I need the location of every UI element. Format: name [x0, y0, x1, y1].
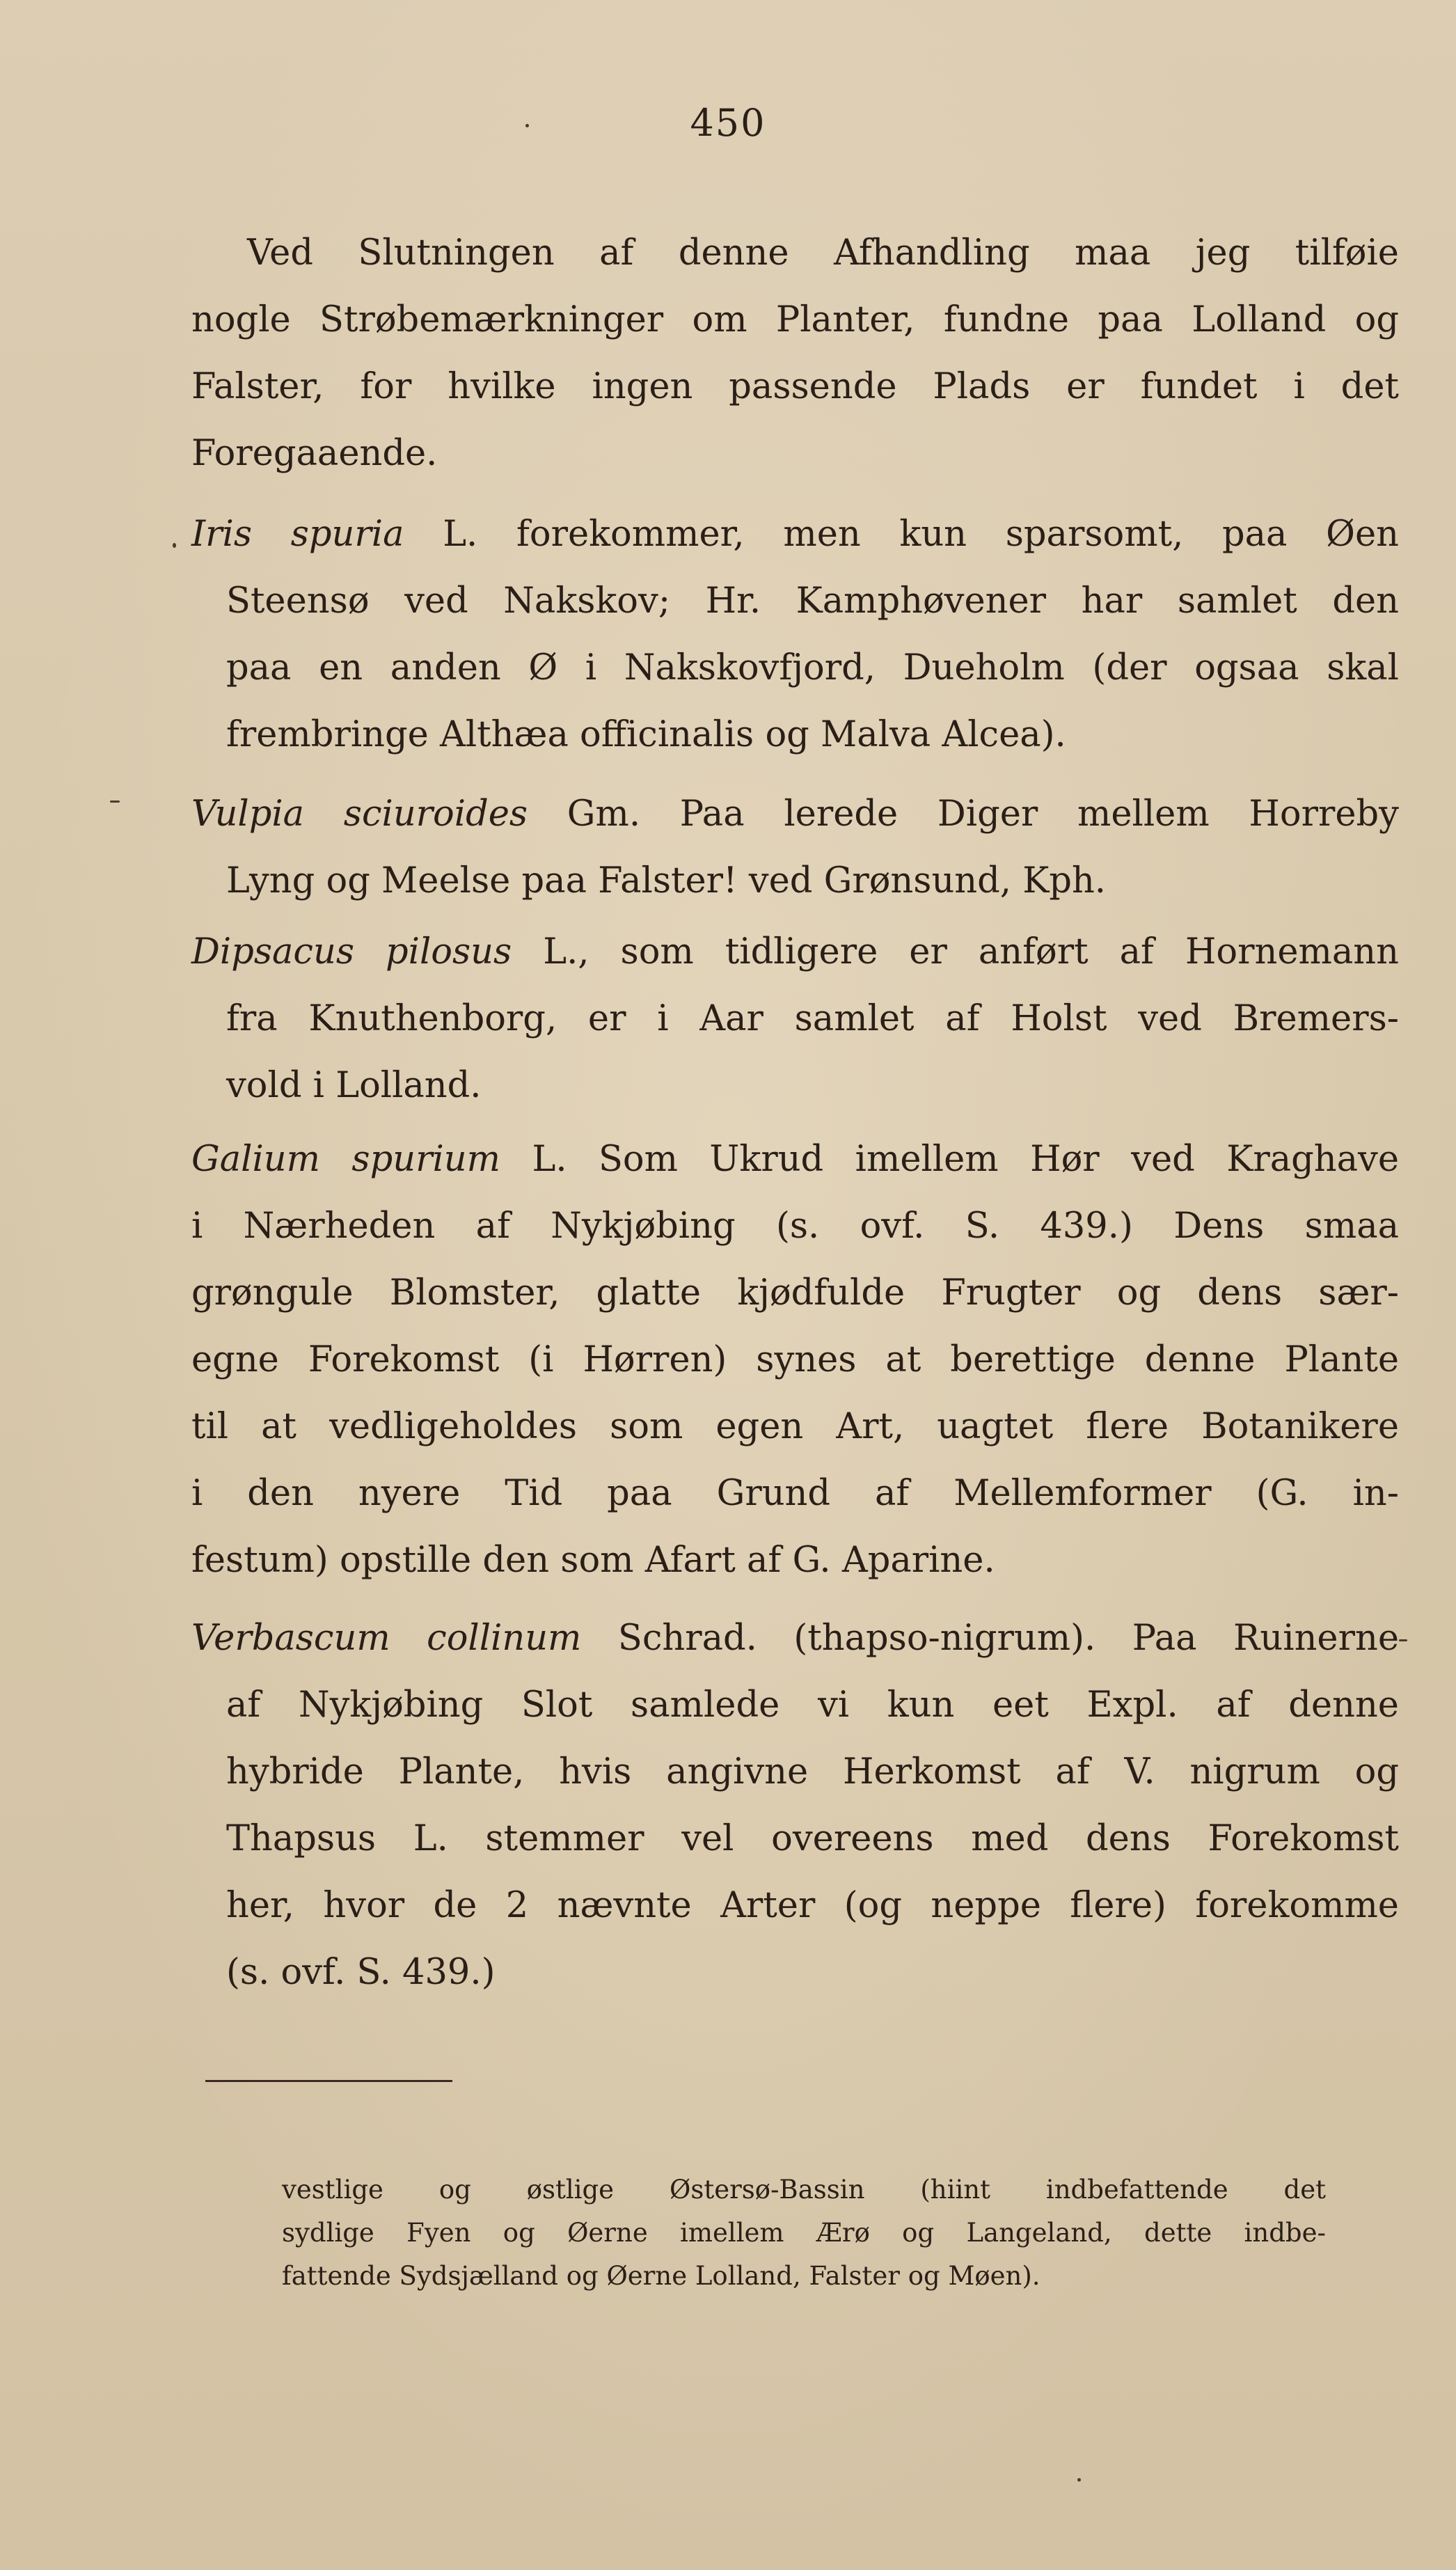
text-line: paa en anden Ø i Nakskovfjord, Dueholm (der ogsaa skal [226, 647, 1399, 688]
text-line: Steensø ved Nakskov; Hr. Kamphøvener har samlet den [226, 581, 1399, 622]
text-line: Foregaaende. [191, 433, 438, 474]
text-line: nogle Strøbemærkninger om Planter, fundne paa Lolland og [191, 299, 1399, 340]
entry-iris-spuria: Iris spuria L. forekommer, men kun sparsomt, paa Øen [191, 514, 1399, 555]
entry-vulpia-sciuroides: Vulpia sciuroides Gm. Paa lerede Diger mellem Horreby [191, 794, 1399, 835]
text-line: i Nærheden af Nykjøbing (s. ovf. S. 439.) Dens smaa [191, 1206, 1399, 1247]
entry-verbascum-collinum: Verbascum collinum Schrad. (thapso-nigrum). Paa Ruinerne [191, 1618, 1400, 1659]
text-line: i den nyere Tid paa Grund af Mellemformer (G. in- [191, 1473, 1399, 1514]
text-line: af Nykjøbing Slot samlede vi kun eet Expl. af denne [226, 1685, 1399, 1726]
species-name: Vulpia sciuroides [191, 794, 528, 835]
text-line: frembringe Althæa officinalis og Malva Alcea). [226, 714, 1066, 755]
text-line: Falster, for hvilke ingen passende Plads er fundet i det [191, 366, 1399, 407]
species-name: Dipsacus pilosus [191, 931, 512, 972]
text-line: Lyng og Meelse paa Falster! ved Grønsund, Kph. [226, 860, 1107, 901]
species-name: Verbascum collinum [191, 1618, 582, 1659]
text-line: egne Forekomst (i Hørren) synes at berettige denne Plante [191, 1339, 1399, 1380]
text-line: fra Knuthenborg, er i Aar samlet af Holst ved Bremers- [226, 998, 1399, 1039]
paper-speck [1399, 1639, 1407, 1641]
text-line: grøngule Blomster, glatte kjødfulde Frugter og dens sær- [191, 1272, 1399, 1314]
entry-galium-spurium: Galium spurium L. Som Ukrud imellem Hør ved Kraghave [191, 1139, 1399, 1180]
text-line: Thapsus L. stemmer vel overeens med dens Forekomst [226, 1818, 1399, 1859]
paper-speck [525, 124, 529, 127]
text-line: vold i Lolland. [226, 1065, 482, 1106]
paper-speck [1077, 2478, 1081, 2482]
footnote-rule [205, 2080, 452, 2082]
page-number: 450 [690, 101, 766, 145]
footnote-line: sydlige Fyen og Øerne imellem Ærø og Langeland, dette indbe- [282, 2218, 1326, 2248]
text-line: Ved Slutningen af denne Afhandling maa jeg tilføie [247, 232, 1399, 274]
paper-speck [110, 801, 120, 803]
paper-speck [173, 543, 176, 548]
species-name: Iris spuria [191, 514, 404, 555]
entry-dipsacus-pilosus: Dipsacus pilosus L., som tidligere er anført af Hornemann [191, 931, 1399, 972]
footnote-line: vestlige og østlige Østersø-Bassin (hiint indbefattende det [282, 2175, 1326, 2205]
text-line: her, hvor de 2 nævnte Arter (og neppe flere) forekomme [226, 1885, 1399, 1926]
text-line: til at vedligeholdes som egen Art, uagtet flere Botanikere [191, 1406, 1399, 1447]
footnote-line: fattende Sydsjælland og Øerne Lolland, Falster og Møen). [282, 2261, 1040, 2291]
text-line: (s. ovf. S. 439.) [226, 1952, 496, 1993]
text-line: hybride Plante, hvis angivne Herkomst af V. nigrum og [226, 1751, 1399, 1792]
text-line: festum) opstille den som Afart af G. Aparine. [191, 1540, 995, 1581]
species-name: Galium spurium [191, 1139, 500, 1180]
